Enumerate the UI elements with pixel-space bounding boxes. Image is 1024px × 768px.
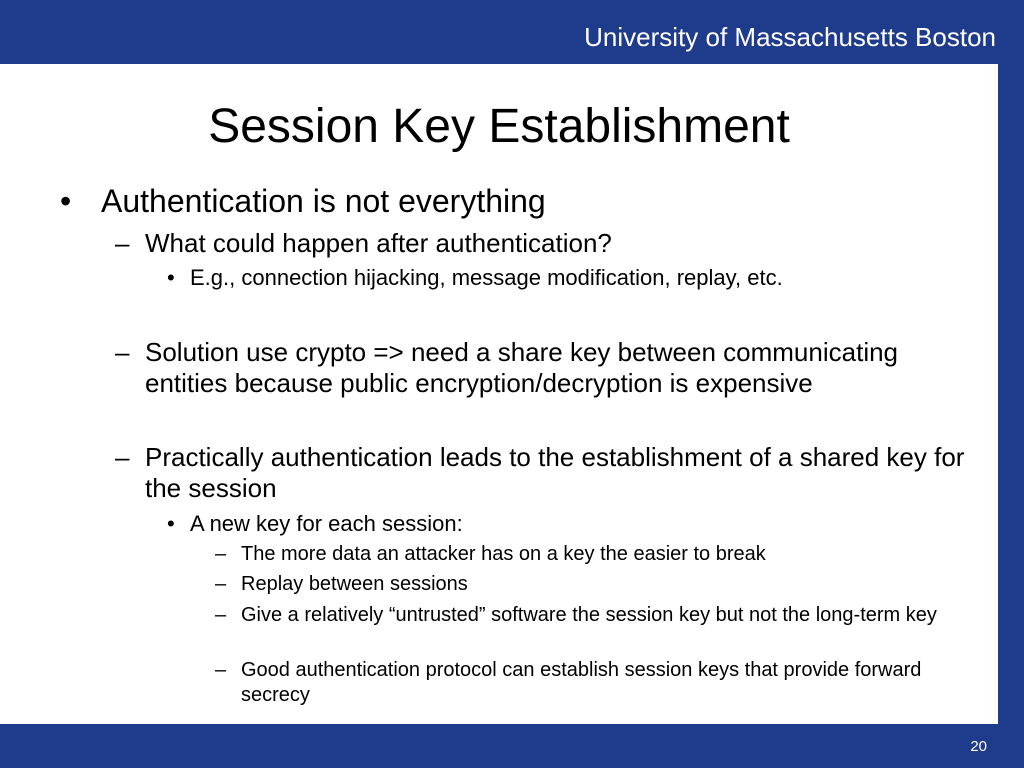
bullet-text: Authentication is not everything: [101, 183, 546, 219]
slide-title: Session Key Establishment: [208, 100, 790, 153]
bullet-new-key: [167, 511, 967, 537]
bullet-text: What could happen after authentication?: [145, 228, 612, 258]
bullet-more-data: [215, 542, 955, 567]
bullet-text: E.g., connection hijacking, message modification, replay, etc.: [190, 265, 783, 290]
institution-name: University of Massachusetts Boston: [584, 22, 996, 52]
bullet-text: Give a relatively “untrusted” software the session key but not the long-term key: [241, 604, 937, 626]
bullet-marker: –: [115, 442, 130, 472]
page-number: 20: [970, 738, 987, 755]
bullet-marker: •: [167, 511, 175, 536]
bullet-solution-crypto: [115, 337, 985, 399]
bullet-authentication: [60, 184, 980, 218]
bullet-text: The more data an attacker has on a key the easier to break: [241, 543, 766, 565]
bullet-eg-hijacking: [167, 265, 967, 291]
header-bar: [0, 0, 1024, 64]
bullet-marker: •: [60, 183, 72, 219]
bullet-marker: –: [115, 228, 130, 258]
bullet-forward-secrecy: [215, 658, 955, 708]
bullet-what-could-happen: [115, 228, 985, 259]
bullet-text: Good authentication protocol can establish session keys that provide forward secrecy: [241, 659, 922, 706]
bullet-marker: –: [215, 659, 227, 681]
bullet-untrusted-software: [215, 603, 955, 628]
bullet-text: A new key for each session:: [190, 511, 463, 536]
bullet-marker: –: [215, 543, 227, 565]
bullet-text: Practically authentication leads to the establishment of a shared key for the session: [145, 442, 965, 503]
bullet-text: Replay between sessions: [241, 573, 468, 595]
bullet-marker: –: [215, 604, 227, 626]
bullet-text: Solution use crypto => need a share key between communicating entities because public encryption/decryption is expensive: [145, 337, 899, 398]
bullet-marker: –: [215, 573, 227, 595]
bullet-marker: •: [167, 265, 175, 290]
bullet-practically: [115, 442, 985, 504]
slide-panel: [0, 64, 998, 724]
bullet-replay: [215, 572, 955, 597]
footer-bar: [0, 724, 1024, 768]
bullet-marker: –: [115, 337, 130, 367]
